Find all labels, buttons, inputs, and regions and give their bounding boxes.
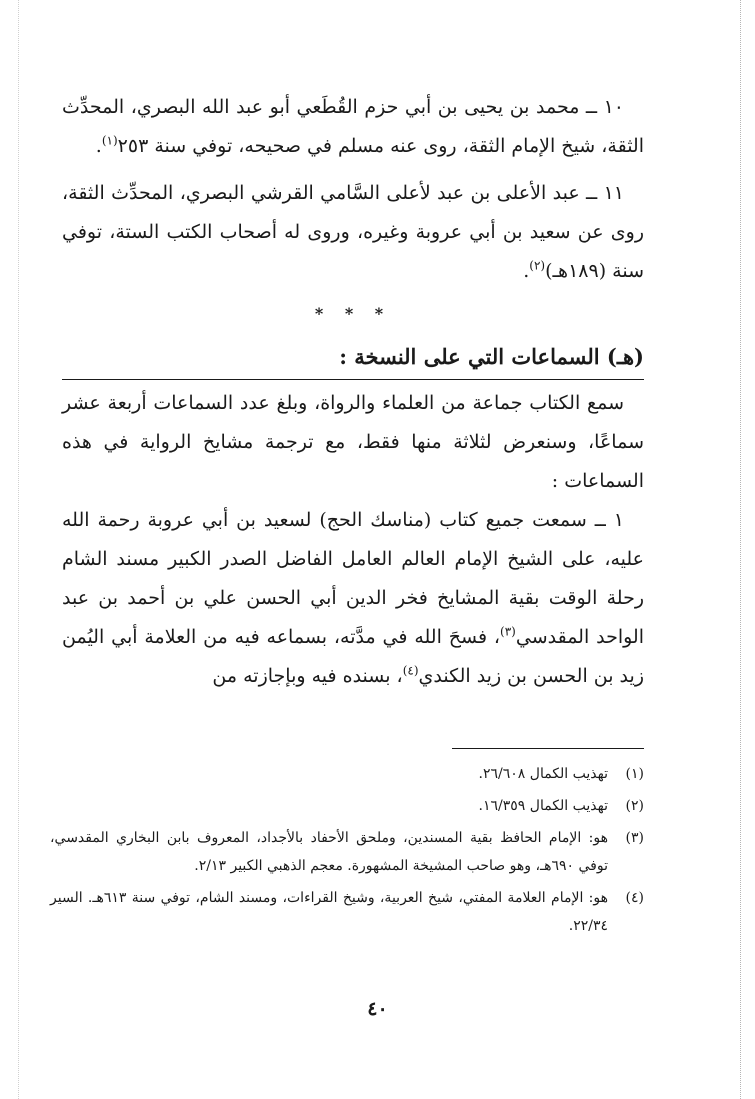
scan-edge-left — [18, 0, 19, 1099]
entry-11 — [62, 174, 644, 291]
entry-11-text: ١١ ــ عبد الأعلى بن عبد لأعلى السَّامي القرشي البصري، المحدِّث الثقة، روى عن سعيد بن أبي عروبة وغيره، وروى له أصحاب الكتب الستة، توفي سنة (١٨٩هـ) — [62, 182, 644, 282]
footnote-ref-2[interactable]: (٢) — [529, 258, 546, 273]
entry-10-end: . — [95, 135, 102, 157]
section-intro: سمع الكتاب جماعة من العلماء والرواة، وبلغ عدد السماعات أربعة عشر سماعًا، وسنعرض لثلاثة منها فقط، مع ترجمة مشايخ الرواية في هذه السماعات : — [62, 392, 644, 492]
scan-edge-right — [740, 0, 741, 1099]
footnote-marker: (٣) — [625, 830, 644, 846]
samaa-item-1-part1: ١ ــ سمعت جميع كتاب (مناسك الحج) لسعيد بن أبي عروبة رحمة الله عليه، على الشيخ الإمام العالم العامل الفاضل الصدر الكبير مسند الشام رحلة الوقت بقية المشايخ فخر الدين أبي الحسن علي بن أحمد بن عبد الواحد المقدسي — [62, 509, 644, 648]
footnote-text: هو: الإمام العلامة المفتي، شيخ العربية، وشيخ القراءات، ومسند الشام، توفي سنة ٦١٣هـ. السير ٢٢/٣٤. — [50, 890, 609, 934]
footnote-text: تهذيب الكمال ١٦/٣٥٩. — [478, 798, 608, 814]
samaa-item-1-part2: ، فسحَ الله في مدَّته، بسماعه فيه من العلامة أبي اليُمن زيد بن الحسن بن زيد الكندي — [62, 626, 644, 687]
footnote-text: هو: الإمام الحافظ بقية المسندين، وملحق الأحفاد بالأجداد، المعروف بابن البخاري المقدسي، توفي ٦٩٠هـ، وهو صاحب المشيخة المشهورة. معجم الذهبي الكبير ٢/١٣. — [50, 830, 608, 874]
samaa-item-1 — [62, 501, 644, 696]
footnotes — [50, 760, 644, 944]
footnote-divider — [452, 748, 644, 749]
samaa-item-1-part3: ، بسنده فيه وبإجازته من — [212, 665, 403, 687]
footnote-1 — [50, 760, 644, 788]
section-separator: * * * — [314, 304, 392, 323]
entry-10 — [62, 88, 644, 166]
footnote-marker: (٤) — [625, 890, 644, 906]
footnote-2 — [50, 792, 644, 820]
page-number: ٤٠ — [367, 998, 388, 1020]
footnote-marker: (١) — [625, 766, 644, 782]
entry-11-end: . — [523, 260, 530, 282]
footnote-ref-3[interactable]: (٣) — [500, 624, 516, 639]
footnote-text: تهذيب الكمال ٢٦/٦٠٨. — [478, 766, 608, 782]
main-text — [62, 88, 644, 696]
footnote-ref-4[interactable]: (٤) — [402, 663, 419, 678]
entry-10-text: ١٠ ــ محمد بن يحيى بن أبي حزم القُطَعي أبو عبد الله البصري، المحدِّث الثقة، شيخ الإمام الثقة، روى عنه مسلم في صحيحه، توفي سنة ٢٥٣ — [62, 96, 644, 157]
footnote-4 — [50, 884, 644, 940]
footnote-3 — [50, 824, 644, 880]
footnote-ref-1[interactable]: (١) — [101, 133, 118, 148]
footnote-marker: (٢) — [625, 798, 644, 814]
section-heading: (هـ) السماعات التي على النسخة : — [62, 337, 644, 380]
